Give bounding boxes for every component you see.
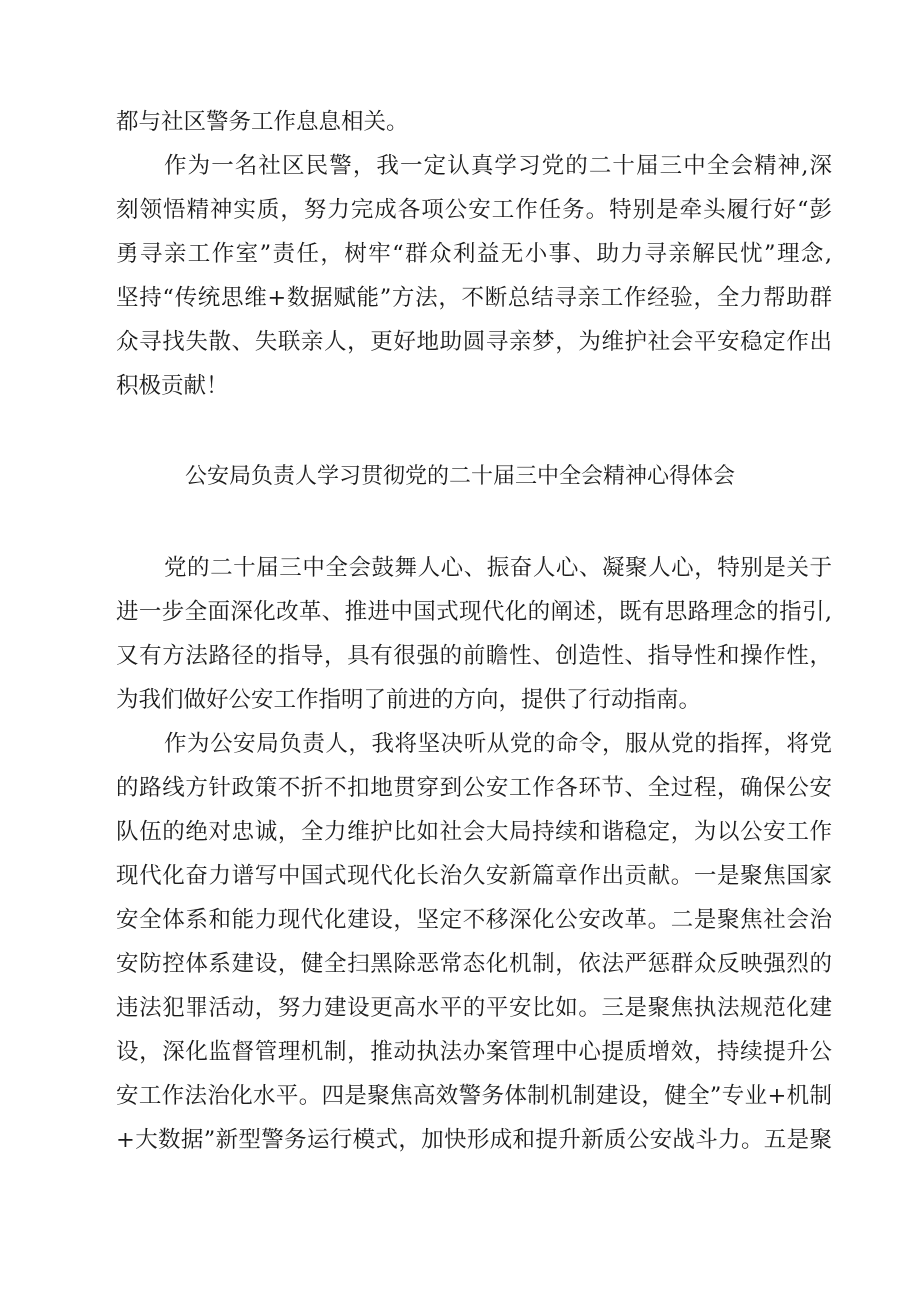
paragraph-line: 坚持“传统思维+数据赋能”方法，不断总结寻亲工作经验，全力帮助群: [116, 285, 832, 311]
paragraph-line: 安全体系和能力现代化建设，坚定不移深化公安改革。二是聚焦社会治: [116, 907, 832, 933]
paragraph-line: 安工作法治化水平。四是聚焦高效警务体制机制建设，健全”专业+机制: [116, 1083, 832, 1109]
paragraph-line: 作为一名社区民警，我一定认真学习党的二十届三中全会精神,深: [164, 153, 832, 179]
paragraph-line: 安防控体系建设，健全扫黑除恶常态化机制，依法严惩群众反映强烈的: [116, 951, 832, 977]
paragraph-line: 的路线方针政策不折不扣地贯穿到公安工作各环节、全过程，确保公安: [116, 775, 832, 801]
paragraph-line: 为我们做好公安工作指明了前进的方向，提供了行动指南。: [116, 687, 702, 713]
paragraph-line: 违法犯罪活动，努力建设更高水平的平安比如。三是聚焦执法规范化建: [116, 995, 832, 1021]
paragraph-line: +大数据”新型警务运行模式，加快形成和提升新质公安战斗力。五是聚: [116, 1127, 832, 1153]
paragraph-line: 刻领悟精神实质，努力完成各项公安工作任务。特别是牵头履行好“彭: [116, 197, 832, 223]
paragraph-line: 现代化奋力谱写中国式现代化长治久安新篇章作出贡献。一是聚焦国家: [116, 863, 832, 889]
paragraph-line: 勇寻亲工作室”责任，树牢“群众利益无小事、助力寻亲解民忧”理念,: [116, 241, 832, 267]
paragraph-line: 队伍的绝对忠诚，全力维护比如社会大局持续和谐稳定，为以公安工作: [116, 819, 832, 845]
paragraph-line: 设，深化监督管理机制，推动执法办案管理中心提质增效，持续提升公: [116, 1039, 832, 1065]
paragraph-line: 作为公安局负责人，我将坚决听从党的命令，服从党的指挥，将党: [164, 731, 832, 757]
paragraph-line: 党的二十届三中全会鼓舞人心、振奋人心、凝聚人心，特别是关于: [164, 555, 832, 581]
paragraph-line: 都与社区警务工作息息相关。: [116, 109, 409, 135]
document-title: 公安局负责人学习贯彻党的二十届三中全会精神心得体会: [184, 464, 735, 489]
paragraph-line: 积极贡献！: [116, 373, 229, 399]
paragraph-line: 众寻找失散、失联亲人，更好地助圆寻亲梦，为维护社会平安稳定作出: [116, 329, 832, 355]
paragraph-line: 进一步全面深化改革、推进中国式现代化的阐述，既有思路理念的指引,: [116, 599, 832, 625]
paragraph-line: 又有方法路径的指导，具有很强的前瞻性、创造性、指导性和操作性，: [116, 643, 832, 669]
